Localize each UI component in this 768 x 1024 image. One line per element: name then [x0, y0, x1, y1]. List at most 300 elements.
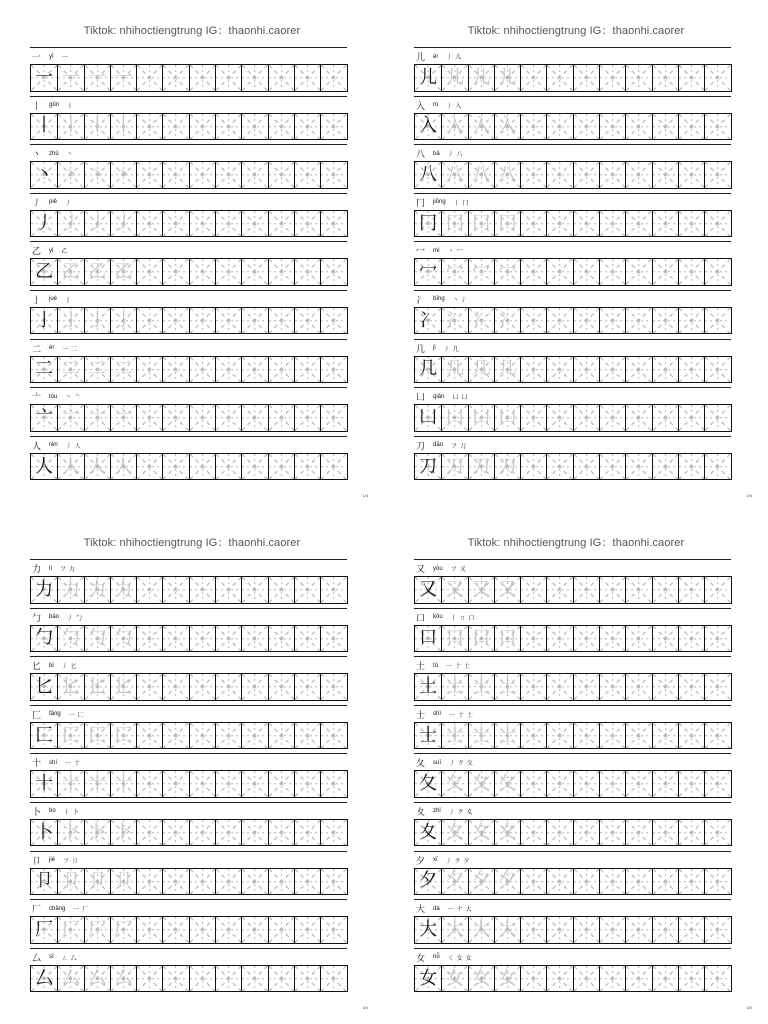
writing-cell[interactable] — [294, 114, 320, 140]
writing-cell[interactable] — [546, 259, 572, 285]
writing-cell[interactable] — [415, 211, 441, 237]
writing-cell[interactable] — [625, 405, 651, 431]
writing-cell[interactable] — [136, 211, 162, 237]
writing-cell[interactable] — [84, 405, 110, 431]
writing-cell[interactable] — [652, 65, 678, 91]
writing-cell[interactable] — [136, 162, 162, 188]
writing-cell[interactable] — [704, 626, 730, 652]
writing-cell[interactable] — [573, 917, 599, 943]
writing-cell[interactable] — [441, 917, 467, 943]
writing-cell[interactable] — [625, 162, 651, 188]
writing-cell[interactable] — [241, 259, 267, 285]
writing-cell[interactable] — [599, 454, 625, 480]
writing-cell[interactable] — [599, 211, 625, 237]
writing-cell[interactable] — [31, 211, 57, 237]
writing-cell[interactable] — [468, 405, 494, 431]
writing-cell[interactable] — [704, 357, 730, 383]
writing-cell[interactable] — [294, 211, 320, 237]
writing-cell[interactable] — [241, 917, 267, 943]
writing-cell[interactable] — [84, 162, 110, 188]
writing-cell[interactable] — [468, 577, 494, 603]
writing-cell[interactable] — [268, 966, 294, 992]
writing-cell[interactable] — [625, 65, 651, 91]
writing-cell[interactable] — [320, 577, 346, 603]
writing-cell[interactable] — [241, 626, 267, 652]
writing-cell[interactable] — [415, 723, 441, 749]
writing-cell[interactable] — [573, 114, 599, 140]
writing-cell[interactable] — [189, 308, 215, 334]
writing-cell[interactable] — [189, 577, 215, 603]
writing-cell[interactable] — [468, 869, 494, 895]
writing-cell[interactable] — [599, 577, 625, 603]
writing-cell[interactable] — [268, 820, 294, 846]
writing-cell[interactable] — [546, 626, 572, 652]
writing-cell[interactable] — [415, 820, 441, 846]
writing-cell[interactable] — [215, 357, 241, 383]
writing-cell[interactable] — [162, 577, 188, 603]
writing-cell[interactable] — [704, 820, 730, 846]
writing-cell[interactable] — [57, 357, 83, 383]
writing-cell[interactable] — [520, 405, 546, 431]
writing-cell[interactable] — [294, 259, 320, 285]
writing-cell[interactable] — [84, 917, 110, 943]
writing-cell[interactable] — [215, 917, 241, 943]
writing-cell[interactable] — [520, 162, 546, 188]
writing-cell[interactable] — [468, 454, 494, 480]
writing-cell[interactable] — [546, 357, 572, 383]
writing-cell[interactable] — [162, 917, 188, 943]
writing-cell[interactable] — [110, 211, 136, 237]
writing-cell[interactable] — [573, 405, 599, 431]
writing-cell[interactable] — [189, 674, 215, 700]
writing-cell[interactable] — [704, 771, 730, 797]
writing-cell[interactable] — [678, 162, 704, 188]
writing-cell[interactable] — [57, 674, 83, 700]
writing-cell[interactable] — [546, 405, 572, 431]
writing-cell[interactable] — [652, 626, 678, 652]
writing-cell[interactable] — [573, 211, 599, 237]
writing-cell[interactable] — [441, 357, 467, 383]
writing-cell[interactable] — [678, 917, 704, 943]
writing-cell[interactable] — [494, 211, 520, 237]
writing-cell[interactable] — [136, 114, 162, 140]
writing-cell[interactable] — [441, 577, 467, 603]
writing-cell[interactable] — [625, 211, 651, 237]
writing-cell[interactable] — [520, 674, 546, 700]
writing-cell[interactable] — [468, 162, 494, 188]
writing-cell[interactable] — [294, 626, 320, 652]
writing-cell[interactable] — [189, 162, 215, 188]
writing-cell[interactable] — [215, 114, 241, 140]
writing-cell[interactable] — [189, 211, 215, 237]
writing-cell[interactable] — [268, 211, 294, 237]
writing-cell[interactable] — [215, 674, 241, 700]
writing-cell[interactable] — [494, 917, 520, 943]
writing-cell[interactable] — [320, 65, 346, 91]
writing-cell[interactable] — [162, 626, 188, 652]
writing-cell[interactable] — [678, 357, 704, 383]
writing-cell[interactable] — [468, 211, 494, 237]
writing-cell[interactable] — [268, 626, 294, 652]
writing-cell[interactable] — [31, 405, 57, 431]
writing-cell[interactable] — [520, 577, 546, 603]
writing-cell[interactable] — [494, 577, 520, 603]
writing-cell[interactable] — [652, 308, 678, 334]
writing-cell[interactable] — [441, 114, 467, 140]
writing-cell[interactable] — [599, 723, 625, 749]
writing-cell[interactable] — [441, 162, 467, 188]
writing-cell[interactable] — [57, 869, 83, 895]
writing-cell[interactable] — [162, 723, 188, 749]
writing-cell[interactable] — [110, 577, 136, 603]
writing-cell[interactable] — [468, 259, 494, 285]
writing-cell[interactable] — [320, 771, 346, 797]
writing-cell[interactable] — [189, 771, 215, 797]
writing-cell[interactable] — [704, 211, 730, 237]
writing-cell[interactable] — [704, 917, 730, 943]
writing-cell[interactable] — [268, 723, 294, 749]
writing-cell[interactable] — [136, 869, 162, 895]
writing-cell[interactable] — [136, 405, 162, 431]
writing-cell[interactable] — [441, 211, 467, 237]
writing-cell[interactable] — [441, 308, 467, 334]
writing-cell[interactable] — [468, 674, 494, 700]
writing-cell[interactable] — [31, 162, 57, 188]
writing-cell[interactable] — [110, 357, 136, 383]
writing-cell[interactable] — [84, 65, 110, 91]
writing-cell[interactable] — [441, 65, 467, 91]
writing-cell[interactable] — [704, 114, 730, 140]
writing-cell[interactable] — [441, 674, 467, 700]
writing-cell[interactable] — [241, 162, 267, 188]
writing-cell[interactable] — [441, 869, 467, 895]
writing-cell[interactable] — [215, 308, 241, 334]
writing-cell[interactable] — [162, 162, 188, 188]
writing-cell[interactable] — [268, 357, 294, 383]
writing-cell[interactable] — [110, 65, 136, 91]
writing-cell[interactable] — [268, 577, 294, 603]
writing-cell[interactable] — [415, 405, 441, 431]
writing-cell[interactable] — [268, 65, 294, 91]
writing-cell[interactable] — [215, 65, 241, 91]
writing-cell[interactable] — [84, 869, 110, 895]
writing-cell[interactable] — [678, 65, 704, 91]
writing-cell[interactable] — [494, 308, 520, 334]
writing-cell[interactable] — [31, 869, 57, 895]
writing-cell[interactable] — [678, 308, 704, 334]
writing-cell[interactable] — [599, 162, 625, 188]
writing-cell[interactable] — [652, 211, 678, 237]
writing-cell[interactable] — [189, 869, 215, 895]
writing-cell[interactable] — [136, 577, 162, 603]
writing-cell[interactable] — [162, 454, 188, 480]
writing-cell[interactable] — [520, 723, 546, 749]
writing-cell[interactable] — [415, 966, 441, 992]
writing-cell[interactable] — [520, 65, 546, 91]
writing-cell[interactable] — [546, 917, 572, 943]
writing-cell[interactable] — [546, 114, 572, 140]
writing-cell[interactable] — [215, 211, 241, 237]
writing-cell[interactable] — [294, 405, 320, 431]
writing-cell[interactable] — [599, 65, 625, 91]
writing-cell[interactable] — [241, 114, 267, 140]
writing-cell[interactable] — [415, 917, 441, 943]
writing-cell[interactable] — [84, 820, 110, 846]
writing-cell[interactable] — [189, 626, 215, 652]
writing-cell[interactable] — [415, 674, 441, 700]
writing-cell[interactable] — [84, 626, 110, 652]
writing-cell[interactable] — [678, 869, 704, 895]
writing-cell[interactable] — [84, 308, 110, 334]
writing-cell[interactable] — [320, 259, 346, 285]
writing-cell[interactable] — [215, 771, 241, 797]
writing-cell[interactable] — [494, 674, 520, 700]
writing-cell[interactable] — [573, 820, 599, 846]
writing-cell[interactable] — [678, 820, 704, 846]
writing-cell[interactable] — [546, 162, 572, 188]
writing-cell[interactable] — [189, 917, 215, 943]
writing-cell[interactable] — [573, 966, 599, 992]
writing-cell[interactable] — [415, 357, 441, 383]
writing-cell[interactable] — [652, 114, 678, 140]
writing-cell[interactable] — [57, 723, 83, 749]
writing-cell[interactable] — [241, 405, 267, 431]
writing-cell[interactable] — [294, 357, 320, 383]
writing-cell[interactable] — [599, 674, 625, 700]
writing-cell[interactable] — [678, 454, 704, 480]
writing-cell[interactable] — [136, 308, 162, 334]
writing-cell[interactable] — [415, 869, 441, 895]
writing-cell[interactable] — [241, 723, 267, 749]
writing-cell[interactable] — [31, 771, 57, 797]
writing-cell[interactable] — [189, 65, 215, 91]
writing-cell[interactable] — [704, 259, 730, 285]
writing-cell[interactable] — [468, 114, 494, 140]
writing-cell[interactable] — [546, 674, 572, 700]
writing-cell[interactable] — [652, 357, 678, 383]
writing-cell[interactable] — [84, 454, 110, 480]
writing-cell[interactable] — [84, 259, 110, 285]
writing-cell[interactable] — [573, 626, 599, 652]
writing-cell[interactable] — [573, 454, 599, 480]
writing-cell[interactable] — [57, 308, 83, 334]
writing-cell[interactable] — [268, 259, 294, 285]
writing-cell[interactable] — [241, 65, 267, 91]
writing-cell[interactable] — [320, 674, 346, 700]
writing-cell[interactable] — [136, 723, 162, 749]
writing-cell[interactable] — [84, 771, 110, 797]
writing-cell[interactable] — [241, 577, 267, 603]
writing-cell[interactable] — [704, 65, 730, 91]
writing-cell[interactable] — [652, 162, 678, 188]
writing-cell[interactable] — [189, 454, 215, 480]
writing-cell[interactable] — [625, 869, 651, 895]
writing-cell[interactable] — [294, 454, 320, 480]
writing-cell[interactable] — [573, 162, 599, 188]
writing-cell[interactable] — [573, 869, 599, 895]
writing-cell[interactable] — [31, 626, 57, 652]
writing-cell[interactable] — [31, 65, 57, 91]
writing-cell[interactable] — [241, 966, 267, 992]
writing-cell[interactable] — [520, 308, 546, 334]
writing-cell[interactable] — [468, 65, 494, 91]
writing-cell[interactable] — [31, 917, 57, 943]
writing-cell[interactable] — [625, 577, 651, 603]
writing-cell[interactable] — [294, 162, 320, 188]
writing-cell[interactable] — [625, 259, 651, 285]
writing-cell[interactable] — [57, 65, 83, 91]
writing-cell[interactable] — [294, 917, 320, 943]
writing-cell[interactable] — [268, 771, 294, 797]
writing-cell[interactable] — [268, 162, 294, 188]
writing-cell[interactable] — [415, 308, 441, 334]
writing-cell[interactable] — [573, 65, 599, 91]
writing-cell[interactable] — [652, 405, 678, 431]
writing-cell[interactable] — [520, 771, 546, 797]
writing-cell[interactable] — [704, 723, 730, 749]
writing-cell[interactable] — [520, 259, 546, 285]
writing-cell[interactable] — [57, 771, 83, 797]
writing-cell[interactable] — [241, 869, 267, 895]
writing-cell[interactable] — [31, 966, 57, 992]
writing-cell[interactable] — [110, 723, 136, 749]
writing-cell[interactable] — [494, 405, 520, 431]
writing-cell[interactable] — [494, 454, 520, 480]
writing-cell[interactable] — [31, 114, 57, 140]
writing-cell[interactable] — [625, 820, 651, 846]
writing-cell[interactable] — [162, 308, 188, 334]
writing-cell[interactable] — [625, 357, 651, 383]
writing-cell[interactable] — [520, 966, 546, 992]
writing-cell[interactable] — [136, 771, 162, 797]
writing-cell[interactable] — [136, 454, 162, 480]
writing-cell[interactable] — [31, 454, 57, 480]
writing-cell[interactable] — [599, 626, 625, 652]
writing-cell[interactable] — [84, 211, 110, 237]
writing-cell[interactable] — [215, 405, 241, 431]
writing-cell[interactable] — [415, 577, 441, 603]
writing-cell[interactable] — [494, 259, 520, 285]
writing-cell[interactable] — [136, 357, 162, 383]
writing-cell[interactable] — [520, 626, 546, 652]
writing-cell[interactable] — [110, 966, 136, 992]
writing-cell[interactable] — [704, 966, 730, 992]
writing-cell[interactable] — [546, 211, 572, 237]
writing-cell[interactable] — [268, 308, 294, 334]
writing-cell[interactable] — [415, 65, 441, 91]
writing-cell[interactable] — [599, 771, 625, 797]
writing-cell[interactable] — [294, 577, 320, 603]
writing-cell[interactable] — [320, 723, 346, 749]
writing-cell[interactable] — [294, 65, 320, 91]
writing-cell[interactable] — [652, 966, 678, 992]
writing-cell[interactable] — [546, 723, 572, 749]
writing-cell[interactable] — [704, 454, 730, 480]
writing-cell[interactable] — [652, 454, 678, 480]
writing-cell[interactable] — [704, 405, 730, 431]
writing-cell[interactable] — [573, 723, 599, 749]
writing-cell[interactable] — [215, 454, 241, 480]
writing-cell[interactable] — [110, 820, 136, 846]
writing-cell[interactable] — [84, 114, 110, 140]
writing-cell[interactable] — [494, 869, 520, 895]
writing-cell[interactable] — [704, 869, 730, 895]
writing-cell[interactable] — [441, 966, 467, 992]
writing-cell[interactable] — [189, 966, 215, 992]
writing-cell[interactable] — [268, 114, 294, 140]
writing-cell[interactable] — [57, 626, 83, 652]
writing-cell[interactable] — [215, 820, 241, 846]
writing-cell[interactable] — [652, 917, 678, 943]
writing-cell[interactable] — [320, 308, 346, 334]
writing-cell[interactable] — [704, 162, 730, 188]
writing-cell[interactable] — [268, 454, 294, 480]
writing-cell[interactable] — [678, 723, 704, 749]
writing-cell[interactable] — [441, 626, 467, 652]
writing-cell[interactable] — [110, 674, 136, 700]
writing-cell[interactable] — [599, 357, 625, 383]
writing-cell[interactable] — [31, 723, 57, 749]
writing-cell[interactable] — [162, 869, 188, 895]
writing-cell[interactable] — [320, 405, 346, 431]
writing-cell[interactable] — [57, 577, 83, 603]
writing-cell[interactable] — [320, 211, 346, 237]
writing-cell[interactable] — [625, 674, 651, 700]
writing-cell[interactable] — [31, 577, 57, 603]
writing-cell[interactable] — [320, 966, 346, 992]
writing-cell[interactable] — [320, 820, 346, 846]
writing-cell[interactable] — [573, 259, 599, 285]
writing-cell[interactable] — [415, 454, 441, 480]
writing-cell[interactable] — [294, 723, 320, 749]
writing-cell[interactable] — [599, 308, 625, 334]
writing-cell[interactable] — [441, 723, 467, 749]
writing-cell[interactable] — [441, 771, 467, 797]
writing-cell[interactable] — [494, 162, 520, 188]
writing-cell[interactable] — [189, 723, 215, 749]
writing-cell[interactable] — [520, 820, 546, 846]
writing-cell[interactable] — [441, 820, 467, 846]
writing-cell[interactable] — [215, 966, 241, 992]
writing-cell[interactable] — [189, 820, 215, 846]
writing-cell[interactable] — [441, 405, 467, 431]
writing-cell[interactable] — [520, 917, 546, 943]
writing-cell[interactable] — [162, 674, 188, 700]
writing-cell[interactable] — [268, 674, 294, 700]
writing-cell[interactable] — [573, 308, 599, 334]
writing-cell[interactable] — [652, 771, 678, 797]
writing-cell[interactable] — [136, 917, 162, 943]
writing-cell[interactable] — [468, 723, 494, 749]
writing-cell[interactable] — [241, 308, 267, 334]
writing-cell[interactable] — [520, 357, 546, 383]
writing-cell[interactable] — [110, 626, 136, 652]
writing-cell[interactable] — [110, 917, 136, 943]
writing-cell[interactable] — [599, 869, 625, 895]
writing-cell[interactable] — [599, 114, 625, 140]
writing-cell[interactable] — [468, 820, 494, 846]
writing-cell[interactable] — [57, 114, 83, 140]
writing-cell[interactable] — [652, 259, 678, 285]
writing-cell[interactable] — [110, 454, 136, 480]
writing-cell[interactable] — [494, 626, 520, 652]
writing-cell[interactable] — [110, 308, 136, 334]
writing-cell[interactable] — [162, 65, 188, 91]
writing-cell[interactable] — [599, 820, 625, 846]
writing-cell[interactable] — [678, 405, 704, 431]
writing-cell[interactable] — [84, 674, 110, 700]
writing-cell[interactable] — [84, 723, 110, 749]
